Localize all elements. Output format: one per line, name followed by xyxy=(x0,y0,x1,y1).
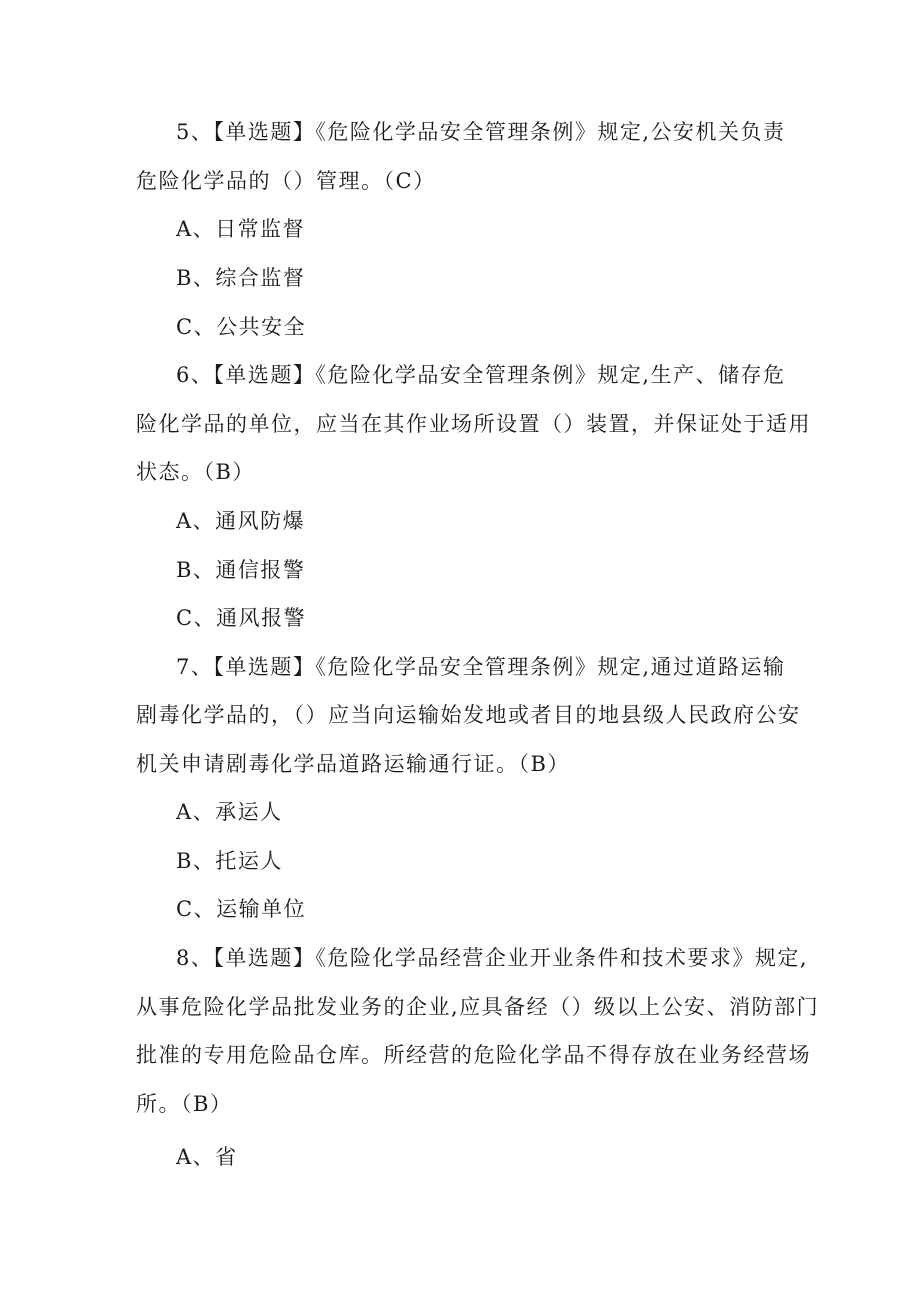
question-7-option-b: B、托运人 xyxy=(176,849,283,873)
question-8-stem-line-1: 8、【单选题】《危险化学品经营企业开业条件和技术要求》规定, xyxy=(176,946,809,970)
question-6-stem-line-3: 状态。（B） xyxy=(136,460,255,484)
question-8-stem-line-4: 所。（B） xyxy=(136,1092,233,1116)
question-7-option-a: A、承运人 xyxy=(176,800,283,824)
question-5-option-b: B、综合监督 xyxy=(176,266,306,290)
question-7-stem-line-2: 剧毒化学品的，（）应当向运输始发地或者目的地县级人民政府公安 xyxy=(136,703,801,727)
question-5-option-a: A、日常监督 xyxy=(176,217,306,241)
question-5-stem-line-2: 危险化学品的（）管理。（C） xyxy=(136,169,436,193)
question-5-stem-line-1: 5、【单选题】《危险化学品安全管理条例》规定,公安机关负责 xyxy=(176,120,786,144)
question-6-stem-line-1: 6、【单选题】《危险化学品安全管理条例》规定,生产、储存危 xyxy=(176,363,786,387)
question-6-option-b: B、通信报警 xyxy=(176,558,306,582)
question-6-stem-line-2: 险化学品的单位，应当在其作业场所设置（）装置，并保证处于适用 xyxy=(136,412,811,436)
question-7-stem-line-3: 机关申请剧毒化学品道路运输通行证。（B） xyxy=(136,752,570,776)
question-7-stem-line-1: 7、【单选题】《危险化学品安全管理条例》规定,通过道路运输 xyxy=(176,655,786,679)
question-7-option-c: C、运输单位 xyxy=(176,897,307,921)
question-8-stem-line-3: 批准的专用危险品仓库。所经营的危险化学品不得存放在业务经营场 xyxy=(136,1043,811,1067)
question-6-option-a: A、通风防爆 xyxy=(176,509,306,533)
question-8-stem-line-2: 从事危险化学品批发业务的企业,应具备经（）级以上公安、消防部门 xyxy=(136,995,820,1019)
question-5-option-c: C、公共安全 xyxy=(176,315,307,339)
question-8-option-a: A、省 xyxy=(176,1145,238,1169)
question-6-option-c: C、通风报警 xyxy=(176,606,307,630)
